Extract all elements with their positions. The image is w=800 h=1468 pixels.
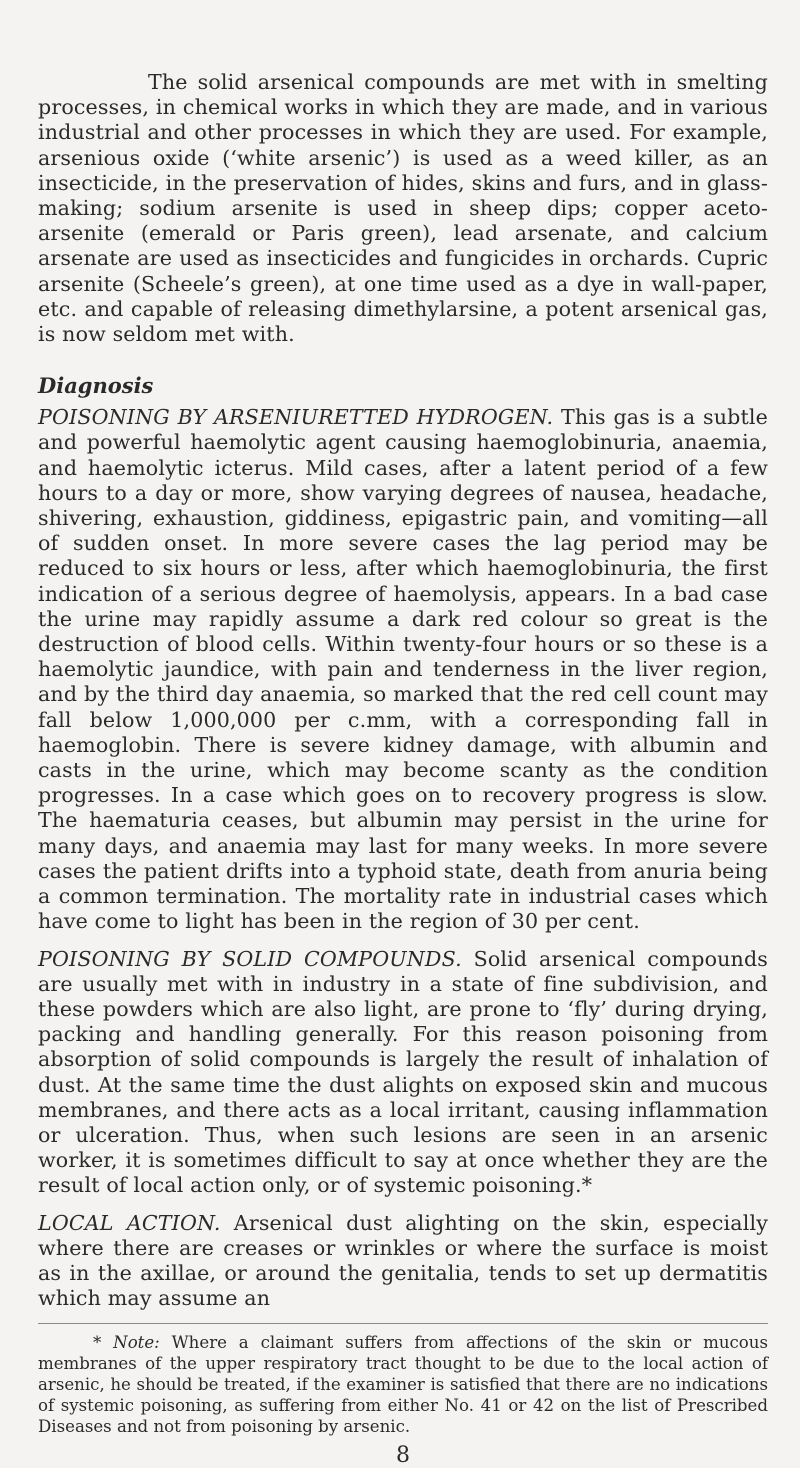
run-in-heading: LOCAL ACTION. bbox=[38, 1210, 221, 1235]
run-in-heading: POISONING BY SOLID COMPOUNDS. bbox=[38, 946, 462, 971]
footnote-marker: * bbox=[93, 1333, 114, 1353]
paragraph-body: Solid arsenical compounds are usually met with in industry in a state of fine subdivision, and these powders which are also light, are prone to ‘fly’ during drying, packing and handling generally. For this reason poisoning from absorption of solid compounds is largely the result of inhalation of dust. At the same time the dust alights on exposed skin and mucous membranes, and there acts as a local irritant, causing inflammation or ulceration. Thus, when such lesions are seen in an arsenic worker, it is sometimes difficult to say at once whether they are the result of local action only, or of systemic poisoning.* bbox=[38, 946, 768, 1198]
solid-compounds-paragraph bbox=[38, 947, 768, 1199]
run-in-heading: POISONING BY ARSENIURETTED HYDROGEN. bbox=[38, 405, 554, 430]
page-number: 8 bbox=[396, 1443, 410, 1468]
footnote-divider bbox=[38, 1323, 768, 1324]
paragraph-body: This gas is a subtle and powerful haemolytic agent causing haemoglobinuria, anaemia, and haemolytic icterus. Mild cases, after a latent period of a few hours to a day or more, show varying degrees of nausea, headache, shivering, exhaustion, giddiness, epigastric pain, and vomiting—all of sudden onset. In more severe cases the lag period may be reduced to six hours or less, after which haemoglobinuria, the first indication of a serious degree of haemolysis, appears. In a bad case the urine may rapidly assume a dark red colour so great is the destruction of blood cells. Within twenty-four hours or so these is a haemolytic jaundice, with pain and tenderness in the liver region, and by the third day anaemia, so marked that the red cell count may fall below 1,000,000 per c.mm, with a corresponding fall in haemoglobin. There is severe kidney damage, with albumin and casts in the urine, which may become scanty as the condition progresses. In a case which goes on to recovery progress is slow. The haematuria ceases, but albumin may persist in the urine for many days, and anaemia may last for many weeks. In more severe cases the patient drifts into a typhoid state, death from anuria being a common termination. The mortality rate in industrial cases which have come to light has been in the region of 30 per cent. bbox=[38, 405, 768, 934]
paragraph-body: Arsenical dust alighting on the skin, especially where there are creases or wrinkles or where the surface is moist as in the axillae, or around the genitalia, tends to set up dermatitis which may assume an bbox=[38, 1210, 768, 1311]
footnote bbox=[38, 1332, 768, 1437]
footnote-label: Note: bbox=[113, 1333, 160, 1353]
local-action-paragraph bbox=[38, 1211, 768, 1312]
intro-paragraph: The solid arsenical compounds are met with in smelting processes, in chemical works in which they are made, and in various industrial and other processes in which they are used. For example, arsenious oxide (‘white arsenic’) is used as a weed killer, as an insecticide, in the preservation of hides, skins and furs, and in glass-making; sodium arsenite is used in sheep dips; copper aceto-arsenite (emerald or Paris green), lead arsenate, and calcium arsenate are used as insecticides and fungicides in orchards. Cupric arsenite (Scheele’s green), at one time used as a dye in wall-paper, etc. and capable of releasing dimethylarsine, a potent arsenical gas, is now seldom met with. bbox=[38, 70, 768, 347]
arseniuretted-hydrogen-paragraph bbox=[38, 405, 768, 934]
section-heading: Diagnosis bbox=[38, 373, 154, 399]
footnote-text: Where a claimant suffers from affections of the skin or mucous membranes of the upper respiratory tract thought to be due to the local action of arsenic, he should be treated, if the examiner is satisfied that there are no indications of systemic poisoning, as suffering from either No. 41 or 42 on the list of Prescribed Diseases and not from poisoning by arsenic. bbox=[38, 1333, 768, 1437]
